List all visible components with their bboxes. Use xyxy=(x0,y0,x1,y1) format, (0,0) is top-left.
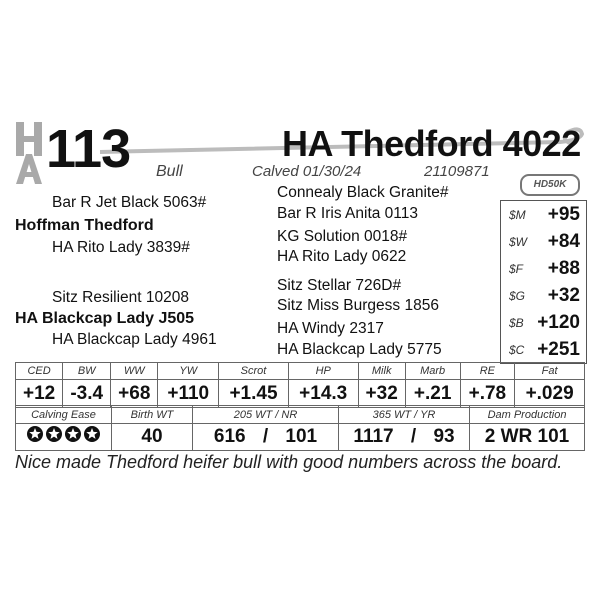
lot-number: 113 xyxy=(46,119,131,179)
epd-header: HP xyxy=(288,363,358,380)
index-label: $C xyxy=(509,343,525,357)
epd-header: WW xyxy=(111,363,158,380)
pedigree-right-3: KG Solution 0018# xyxy=(277,228,408,245)
pedigree-right-7: HA Windy 2317 xyxy=(277,320,384,337)
index-value: +95 xyxy=(547,204,580,225)
index-row xyxy=(501,228,586,255)
performance-value-row xyxy=(16,424,585,451)
epd-value: +.21 xyxy=(405,380,460,408)
epd-value: +.78 xyxy=(460,380,515,408)
epd-value: -3.4 xyxy=(63,380,111,408)
index-value: +120 xyxy=(537,312,580,333)
epd-header: BW xyxy=(63,363,111,380)
pedigree-sire-dam: HA Rito Lady 3839# xyxy=(52,239,190,256)
index-row xyxy=(501,255,586,282)
pedigree-right-4: HA Rito Lady 0622 xyxy=(277,248,407,265)
performance-header: 205 WT / NR xyxy=(193,406,339,424)
separator: / xyxy=(410,426,417,447)
index-value: +88 xyxy=(547,258,580,279)
index-row xyxy=(501,282,586,309)
epd-header: CED xyxy=(16,363,63,380)
epd-header: Fat xyxy=(515,363,585,380)
epd-header-row xyxy=(16,363,585,380)
performance-header-row xyxy=(16,406,585,424)
pedigree-sire: Hoffman Thedford xyxy=(15,217,154,234)
epd-value: +110 xyxy=(158,380,219,408)
sex: Bull xyxy=(156,163,183,180)
yearling-ratio: 93 xyxy=(433,426,455,447)
index-label: $F xyxy=(509,262,524,276)
hd50k-badge: HD50K xyxy=(520,174,580,196)
epd-header: RE xyxy=(460,363,515,380)
pedigree-right-6: Sitz Miss Burgess 1856 xyxy=(277,297,439,314)
registration-number: 21109871 xyxy=(424,163,490,180)
pedigree-right-2: Bar R Iris Anita 0113 xyxy=(277,205,419,222)
epd-value-row xyxy=(16,380,585,408)
index-label: $W xyxy=(509,235,527,249)
pedigree-right-8: HA Blackcap Lady 5775 xyxy=(277,341,442,358)
index-label: $G xyxy=(509,289,526,303)
ha-logo-a xyxy=(16,154,42,184)
index-value: +32 xyxy=(547,285,580,306)
pedigree-sire-sire: Bar R Jet Black 5063# xyxy=(52,194,207,211)
calving-ease-stars xyxy=(16,424,112,451)
yearling-weight-cell xyxy=(339,424,470,451)
index-row xyxy=(501,309,586,336)
epd-header: Scrot xyxy=(219,363,289,380)
epd-value: +1.45 xyxy=(219,380,289,408)
pedigree-right-5: Sitz Stellar 726D# xyxy=(277,277,402,294)
epd-header: YW xyxy=(158,363,219,380)
index-row xyxy=(501,336,586,363)
pedigree-dam-sire: Sitz Resilient 10208 xyxy=(52,289,189,306)
epd-value: +.029 xyxy=(515,380,585,408)
epd-header: Marb xyxy=(405,363,460,380)
separator: / xyxy=(262,426,269,447)
epd-value: +12 xyxy=(16,380,63,408)
pedigree-right-1: Connealy Black Granite# xyxy=(277,184,449,201)
performance-header: 365 WT / YR xyxy=(339,406,470,424)
index-value: +84 xyxy=(547,231,580,252)
sale-comment: Nice made Thedford heifer bull with good numbers across the board. xyxy=(15,452,563,472)
birth-weight: 40 xyxy=(112,424,193,451)
index-label: $M xyxy=(509,208,526,222)
epd-value: +68 xyxy=(111,380,158,408)
dollar-index-panel xyxy=(500,200,587,364)
weaning-weight-cell xyxy=(193,424,339,451)
calving-ease-rating xyxy=(26,425,102,443)
pedigree-dam: HA Blackcap Lady J505 xyxy=(15,310,195,327)
weaning-weight: 616 xyxy=(213,426,246,447)
ha-logo-h xyxy=(16,122,42,156)
epd-value: +32 xyxy=(358,380,405,408)
performance-header: Dam Production xyxy=(470,406,585,424)
performance-header: Calving Ease xyxy=(16,406,112,424)
index-value: +251 xyxy=(537,339,580,360)
weaning-ratio: 101 xyxy=(285,426,318,447)
dam-production: 2 WR 101 xyxy=(470,424,585,451)
calved-date: Calved 01/30/24 xyxy=(252,163,362,180)
animal-name: HA Thedford 4022 xyxy=(282,123,581,164)
performance-header: Birth WT xyxy=(112,406,193,424)
index-row xyxy=(501,201,586,228)
epd-table xyxy=(15,362,585,408)
yearling-weight: 1117 xyxy=(353,426,394,447)
index-label: $B xyxy=(509,316,524,330)
pedigree-dam-dam: HA Blackcap Lady 4961 xyxy=(52,331,217,348)
performance-table xyxy=(15,405,585,451)
epd-header: Milk xyxy=(358,363,405,380)
epd-value: +14.3 xyxy=(288,380,358,408)
